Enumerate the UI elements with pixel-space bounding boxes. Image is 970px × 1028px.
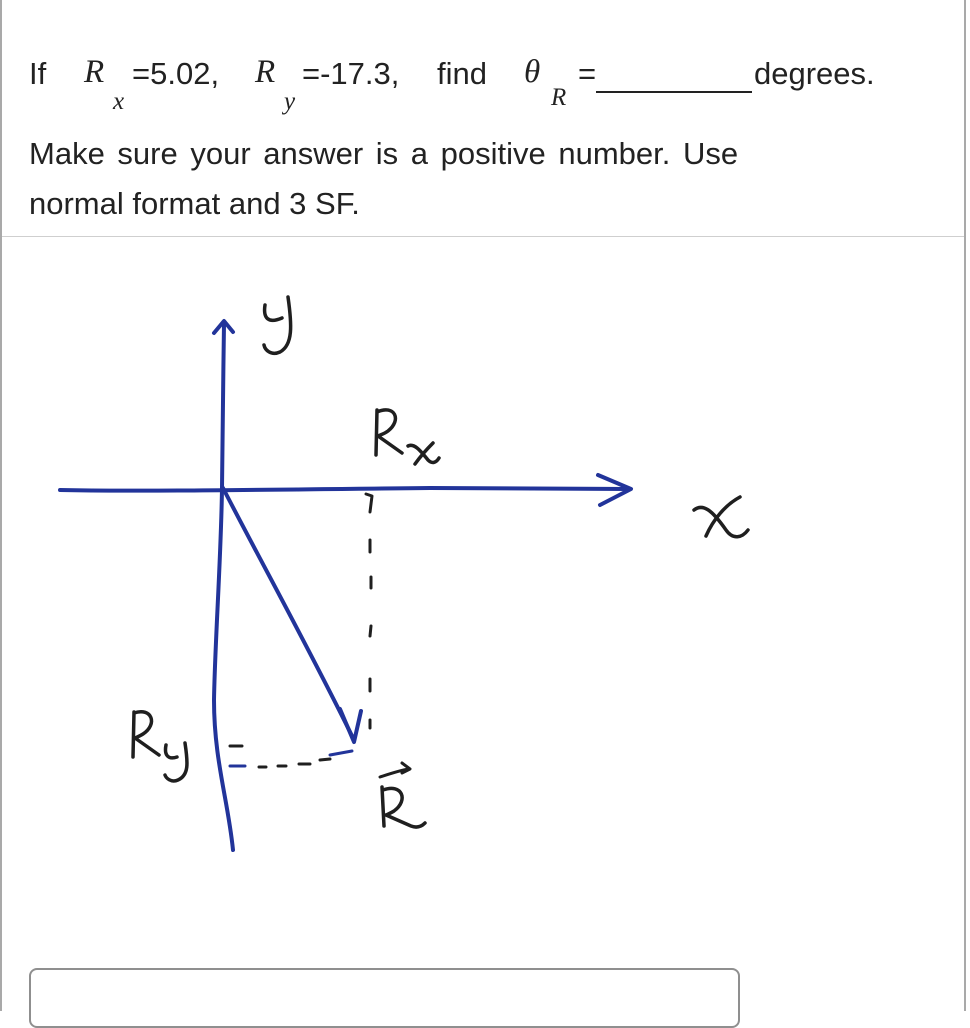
question-if-text: If	[29, 56, 47, 91]
ry-dash-connector	[230, 751, 352, 766]
theta-symbol: θ	[524, 54, 541, 90]
ry-dashed-guide	[230, 746, 330, 767]
theta-subscript: R	[551, 84, 567, 111]
rx-subscript: x	[113, 88, 125, 115]
ry-value: =-17.3,	[302, 56, 400, 91]
rx-value: =5.02,	[132, 56, 220, 91]
find-text: find	[437, 56, 487, 91]
resultant-arrowhead	[340, 709, 361, 742]
x-axis-label	[694, 497, 748, 537]
ry-symbol: R	[255, 54, 276, 90]
theta-equals: =	[578, 56, 597, 91]
ry-label-y	[165, 743, 187, 781]
ry-subscript: y	[284, 88, 296, 115]
y-axis-line	[214, 324, 233, 850]
ry-label-r	[133, 712, 159, 757]
rx-dashed-guide	[366, 494, 372, 728]
answer-input[interactable]	[29, 968, 740, 1028]
r-vector-label	[382, 787, 425, 827]
rx-label-r	[376, 410, 402, 455]
instruction-line-2: normal format and 3 SF.	[29, 186, 360, 221]
y-axis-label	[264, 297, 291, 353]
instruction-line-1: Make sure your answer is a positive number. Use	[29, 136, 739, 171]
rx-label-x	[408, 443, 439, 464]
r-vector-label-arrow	[380, 763, 410, 777]
units-text: degrees.	[754, 56, 875, 91]
resultant-vector	[223, 488, 354, 740]
x-axis-line	[60, 488, 630, 491]
rx-symbol: R	[84, 54, 105, 90]
